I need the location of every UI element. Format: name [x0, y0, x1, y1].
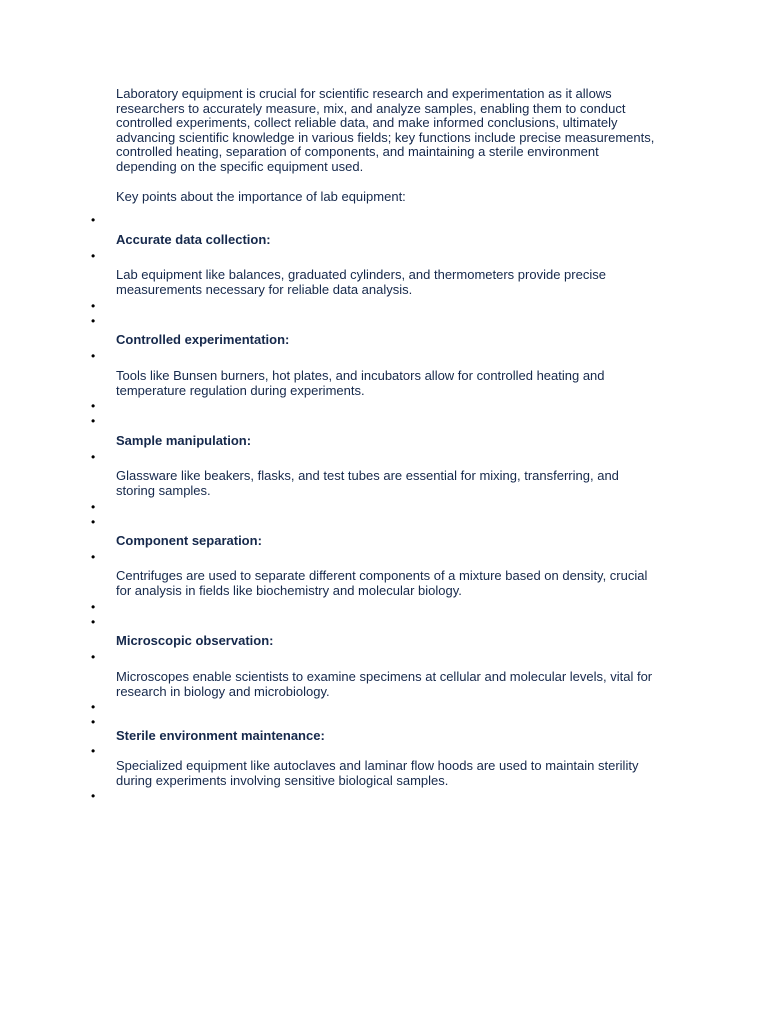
bullet: • — [91, 715, 96, 729]
bullet: • — [91, 615, 96, 629]
item-text-sample-manipulation: Glassware like beakers, flasks, and test tubes are essential for mixing, transferring, and storing samples. — [116, 468, 619, 498]
bullet: • — [91, 650, 96, 664]
item-heading-component-separation: Component separation: — [116, 533, 262, 548]
item-heading-controlled-experimentation: Controlled experimentation: — [116, 332, 290, 347]
bullet: • — [91, 500, 96, 514]
bullet: • — [91, 700, 96, 714]
key-points-label: Key points about the importance of lab equipment: — [116, 189, 406, 204]
bullet: • — [91, 450, 96, 464]
bullet: • — [91, 299, 96, 313]
bullet: • — [91, 515, 96, 529]
bullet: • — [91, 349, 96, 363]
item-text-sterile-environment: Specialized equipment like autoclaves and laminar flow hoods are used to maintain sterility during experiments involving sensitive biological samples. — [116, 758, 639, 788]
bullet: • — [91, 600, 96, 614]
bullet: • — [91, 414, 96, 428]
item-heading-sample-manipulation: Sample manipulation: — [116, 433, 252, 448]
bullet: • — [91, 550, 96, 564]
bullet: • — [91, 314, 96, 328]
item-text-accurate-data: Lab equipment like balances, graduated cylinders, and thermometers provide precise measurements necessary for reliable data analysis. — [116, 267, 606, 297]
bullet: • — [91, 399, 96, 413]
item-text-component-separation: Centrifuges are used to separate different components of a mixture based on density, crucial for analysis in fields like biochemistry and molecular biology. — [116, 568, 648, 598]
bullet: • — [91, 789, 96, 803]
bullet: • — [91, 213, 96, 227]
bullet: • — [91, 249, 96, 263]
item-text-controlled-experimentation: Tools like Bunsen burners, hot plates, and incubators allow for controlled heating and temperature regulation during experiments. — [116, 368, 605, 398]
item-heading-sterile-environment: Sterile environment maintenance: — [116, 728, 325, 743]
item-text-microscopic-observation: Microscopes enable scientists to examine specimens at cellular and molecular levels, vital for research in biology and microbiology. — [116, 669, 653, 699]
item-heading-accurate-data: Accurate data collection: — [116, 232, 271, 247]
intro-paragraph: Laboratory equipment is crucial for scientific research and experimentation as it allows researchers to accurately measure, mix, and analyze samples, enabling them to conduct controlled experiments, collect reliable data, and make informed conclusions, ultimately advancing scientific knowledge in various fields; key functions include precise measurements, controlled heating, separation of components, and maintaining a sterile environment depending on the specific equipment used. — [116, 86, 655, 174]
bullet: • — [91, 744, 96, 758]
item-heading-microscopic-observation: Microscopic observation: — [116, 633, 274, 648]
